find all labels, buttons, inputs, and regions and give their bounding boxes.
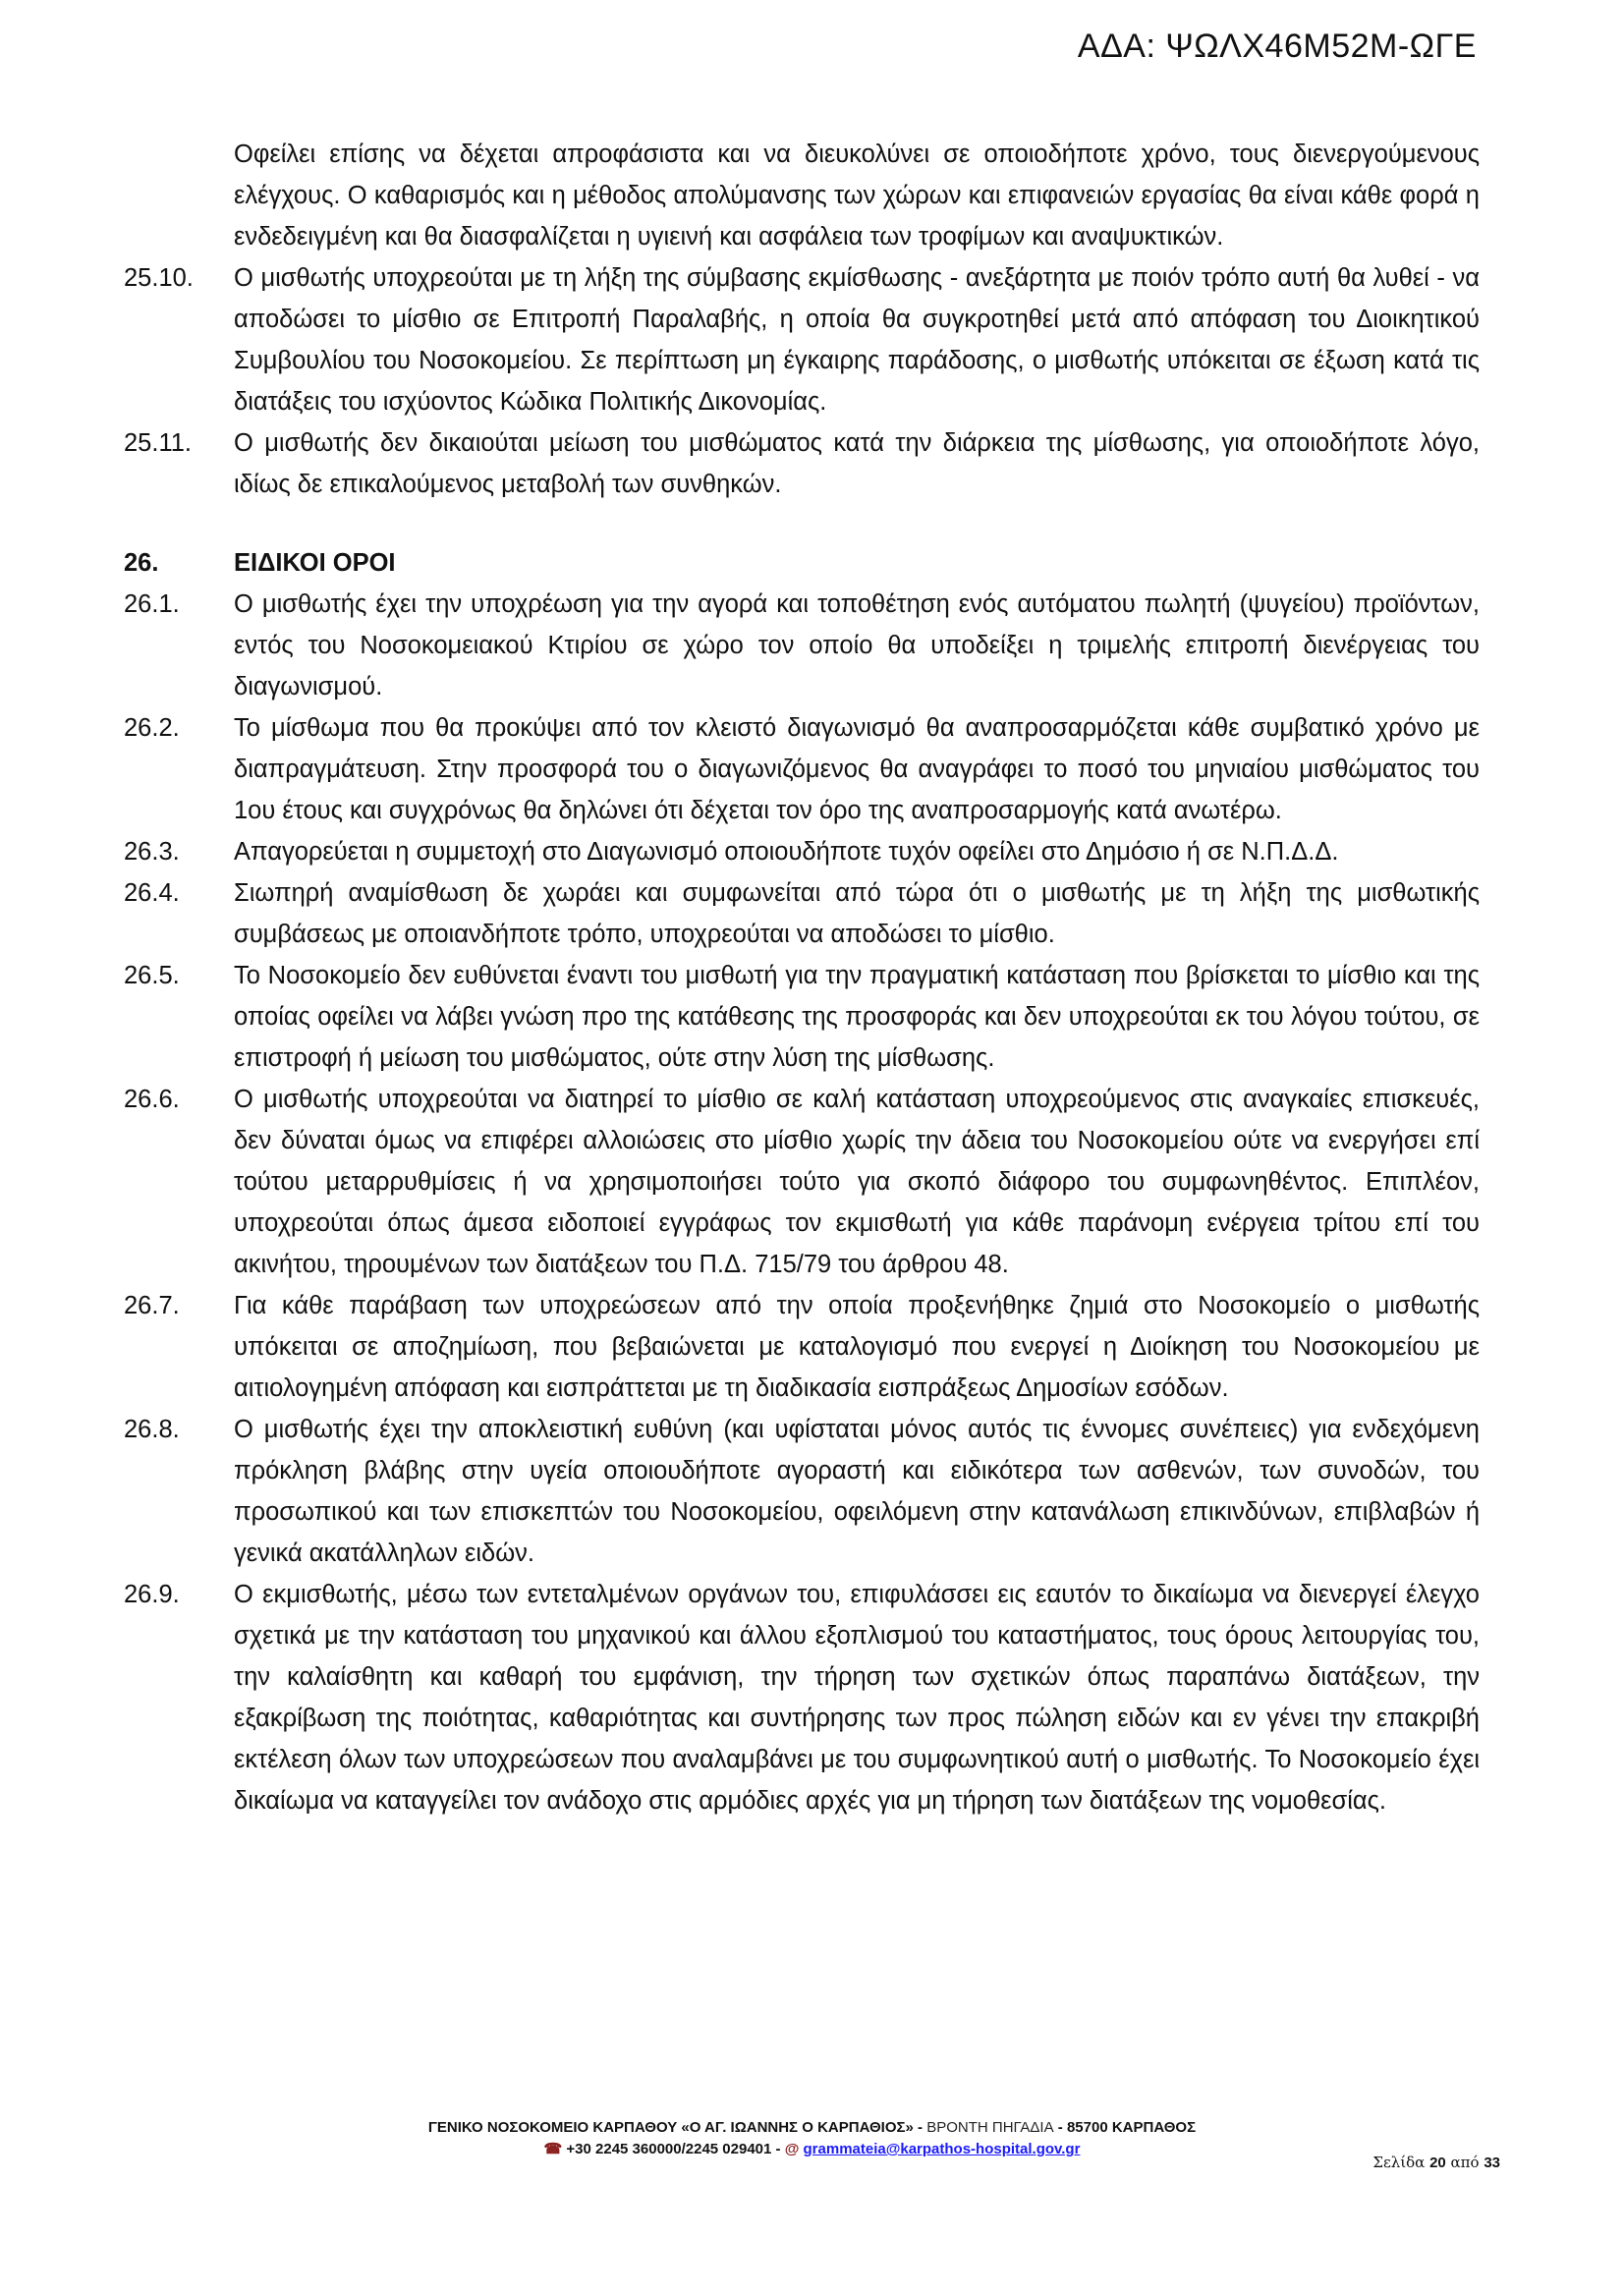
footer-address-line <box>0 2117 1624 2139</box>
clause-26-1 <box>124 584 1480 707</box>
clause-26-3 <box>124 831 1480 872</box>
footer-email-link[interactable]: grammateia@karpathos-hospital.gov.gr <box>803 2141 1081 2157</box>
at-icon: @ <box>784 2141 800 2157</box>
page-label: Σελίδα <box>1372 2154 1430 2171</box>
clause-number: 26.6. <box>124 1086 180 1113</box>
clause-25-10 <box>124 257 1480 422</box>
clause-number: 26.7. <box>124 1292 180 1319</box>
clause-26-6 <box>124 1079 1480 1285</box>
clause-text: Το Νοσοκομείο δεν ευθύνεται έναντι του μισθωτή για την πραγματική κατάσταση που βρίσκεται το μίσθιο και της οποίας οφείλει να λάβει γνώση προ της κατάθεσης της προσφοράς και δεν υποχρεούται εκ του λόγου τούτου, σε επιστροφή ή μείωση του μισθώματος, ούτε στην λύση της μίσθωσης. <box>234 962 1480 1072</box>
phone-icon: ☎ <box>543 2141 563 2157</box>
clause-26-7 <box>124 1285 1480 1409</box>
clause-text: Σιωπηρή αναμίσθωση δε χωράει και συμφωνείται από τώρα ότι ο μισθωτής με τη λήξη της μισθωτικής συμβάσεως με οποιανδήποτε τρόπο, υποχρεούται να αποδώσει το μίσθιο. <box>234 879 1480 948</box>
footer-separator: - <box>1053 2119 1067 2136</box>
clause-text: Απαγορεύεται η συμμετοχή στο Διαγωνισμό οποιουδήποτε τυχόν οφείλει στο Δημόσιο ή σε Ν.Π.Δ.Δ. <box>234 838 1339 866</box>
clause-26-4 <box>124 872 1480 955</box>
clause-25-11 <box>124 422 1480 505</box>
clause-number: 26.2. <box>124 714 180 742</box>
clause-26-9 <box>124 1574 1480 1821</box>
page-number <box>1372 2154 1500 2171</box>
clause-number: 25.10. <box>124 264 194 292</box>
clause-text: Ο μισθωτής υποχρεούται με τη λήξη της σύμβασης εκμίσθωσης - ανεξάρτητα με ποιόν τρόπο αυτή θα λυθεί - να αποδώσει το μίσθιο σε Επιτροπή Παραλαβής, η οποία θα συγκροτηθεί μετά από απόφαση του Διοικητικού Συμβουλίου του Νοσοκομείου. Σε περίπτωση μη έγκαιρης παράδοσης, ο μισθωτής υπόκειται σε έξωση κατά τις διατάξεις του ισχύοντος Κώδικα Πολιτικής Δικονομίας. <box>234 264 1480 416</box>
page-of: από <box>1445 2154 1484 2171</box>
footer-postal: 85700 ΚΑΡΠΑΘΟΣ <box>1066 2119 1197 2136</box>
footer-separator: - <box>913 2119 927 2136</box>
section-title: ΕΙΔΙΚΟΙ ΟΡΟΙ <box>234 549 396 577</box>
paragraph-continuation <box>124 134 1480 257</box>
clause-26-8 <box>124 1409 1480 1574</box>
footer-org: ΓΕΝΙΚΟ ΝΟΣΟΚΟΜΕΙΟ ΚΑΡΠΑΘΟΥ «Ο ΑΓ. ΙΩΑΝΝΗΣ Ο ΚΑΡΠΑΘΙΟΣ» <box>427 2119 914 2136</box>
clause-number: 26.8. <box>124 1416 180 1443</box>
page-total: 33 <box>1484 2155 1500 2171</box>
clause-number: 26.1. <box>124 590 180 618</box>
ada-code: ΑΔΑ: ΨΩΛΧ46Μ52Μ-ΩΓΕ <box>1077 28 1477 65</box>
clause-text: Ο μισθωτής έχει την υποχρέωση για την αγορά και τοποθέτηση ενός αυτόματου πωλητή (ψυγείου) προϊόντων, εντός του Νοσοκομειακού Κτιρίου σε χώρο τον οποίο θα υποδείξει η τριμελής επιτροπή διενέργειας του διαγωνισμού. <box>234 590 1480 700</box>
clause-text: Το μίσθωμα που θα προκύψει από τον κλειστό διαγωνισμό θα αναπροσαρμόζεται κάθε συμβατικό χρόνο με διαπραγμάτευση. Στην προσφορά του ο διαγωνιζόμενος θα αναγράφει το ποσό του μηνιαίου μισθώματος του 1ου έτους και συγχρόνως θα δηλώνει ότι δέχεται τον όρο της αναπροσαρμογής κατά ανωτέρω. <box>234 714 1480 824</box>
clause-text: Ο μισθωτής δεν δικαιούται μείωση του μισθώματος κατά την διάρκεια της μίσθωσης, για οποιοδήποτε λόγο, ιδίως δε επικαλούμενος μεταβολή των συνθηκών. <box>234 429 1480 498</box>
clause-number: 25.11. <box>124 429 193 457</box>
clause-26-5 <box>124 955 1480 1079</box>
clause-number: 26.4. <box>124 879 180 907</box>
clause-text: Ο μισθωτής υποχρεούται να διατηρεί το μίσθιο σε καλή κατάσταση υποχρεούμενος στις αναγκαίες επισκευές, δεν δύναται όμως να επιφέρει αλλοιώσεις στο μίσθιο χωρίς την άδεια του Νοσοκομείου ούτε να ενεργήσει επί τούτου μεταρρυθμίσεις ή να χρησιμοποιήσει τούτο για σκοπό διάφορο του συμφωνηθέντος. Επιπλέον, υποχρεούται όπως άμεσα ειδοποιεί εγγράφως τον εκμισθωτή για κάθε παράνομη ενέργεια τρίτου επί του ακινήτου, τηρουμένων των διατάξεων του Π.Δ. 715/79 του άρθρου 48. <box>234 1086 1480 1278</box>
clause-text: Ο μισθωτής έχει την αποκλειστική ευθύνη (και υφίσταται μόνος αυτός τις έννομες συνέπειες) για ενδεχόμενη πρόκληση βλάβης στην υγεία οποιουδήποτε αγοραστή και ειδικότερα των ασθενών, των συνοδών, του προσωπικού και των επισκεπτών του Νοσοκομείου, οφειλόμενη στην κατανάλωση επικινδύνων, επιβλαβών ή γενικά ακατάλληλων ειδών. <box>234 1416 1480 1567</box>
paragraph-text: Οφείλει επίσης να δέχεται απροφάσιστα και να διευκολύνει σε οποιοδήποτε χρόνο, τους διενεργούμενους ελέγχους. Ο καθαρισμός και η μέθοδος απολύμανσης των χώρων και επιφανειών εργασίας θα είναι κάθε φορά η ενδεδειγμένη και θα διασφαλίζεται η υγιεινή και ασφάλεια των τροφίμων και αναψυκτικών. <box>234 140 1480 251</box>
document-body <box>124 134 1480 1821</box>
clause-number: 26.5. <box>124 962 180 989</box>
footer-phone: +30 2245 360000/2245 029401 - <box>562 2141 785 2157</box>
section-heading-26 <box>124 542 1480 584</box>
section-number: 26. <box>124 549 159 577</box>
clause-number: 26.3. <box>124 838 180 866</box>
clause-26-2 <box>124 707 1480 831</box>
clause-text: Για κάθε παράβαση των υποχρεώσεων από την οποία προξενήθηκε ζημιά στο Νοσοκομείο ο μισθωτής υπόκειται σε αποζημίωση, που βεβαιώνεται με καταλογισμό που ενεργεί η Διοίκηση του Νοσοκομείου με αιτιολογημένη απόφαση και εισπράττεται με τη διαδικασία εισπράξεως Δημοσίων εσόδων. <box>234 1292 1480 1402</box>
clause-text: Ο εκμισθωτής, μέσω των εντεταλμένων οργάνων του, επιφυλάσσει εις εαυτόν το δικαίωμα να διενεργεί έλεγχο σχετικά με την κατάσταση του μηχανικού και άλλου εξοπλισμού του καταστήματος, τους όρους λειτουργίας του, την καλαίσθητη και καθαρή του εμφάνιση, την τήρηση των σχετικών όπως παραπάνω διατάξεων, την εξακρίβωση της ποιότητας, καθαριότητας και συντήρησης των προς πώληση ειδών και εν γένει την επακριβή εκτέλεση όλων των υποχρεώσεων που αναλαμβάνει με του συμφωνητικού αυτή ο μισθωτής. Το Νοσοκομείο έχει δικαίωμα να καταγγείλει τον ανάδοχο στις αρμόδιες αρχές για μη τήρηση των διατάξεων της νομοθεσίας. <box>234 1581 1480 1815</box>
clause-number: 26.9. <box>124 1581 180 1608</box>
page-current: 20 <box>1429 2155 1446 2171</box>
footer-location: ΒΡΟΝΤΗ ΠΗΓΑΔΙΑ <box>926 2119 1054 2136</box>
